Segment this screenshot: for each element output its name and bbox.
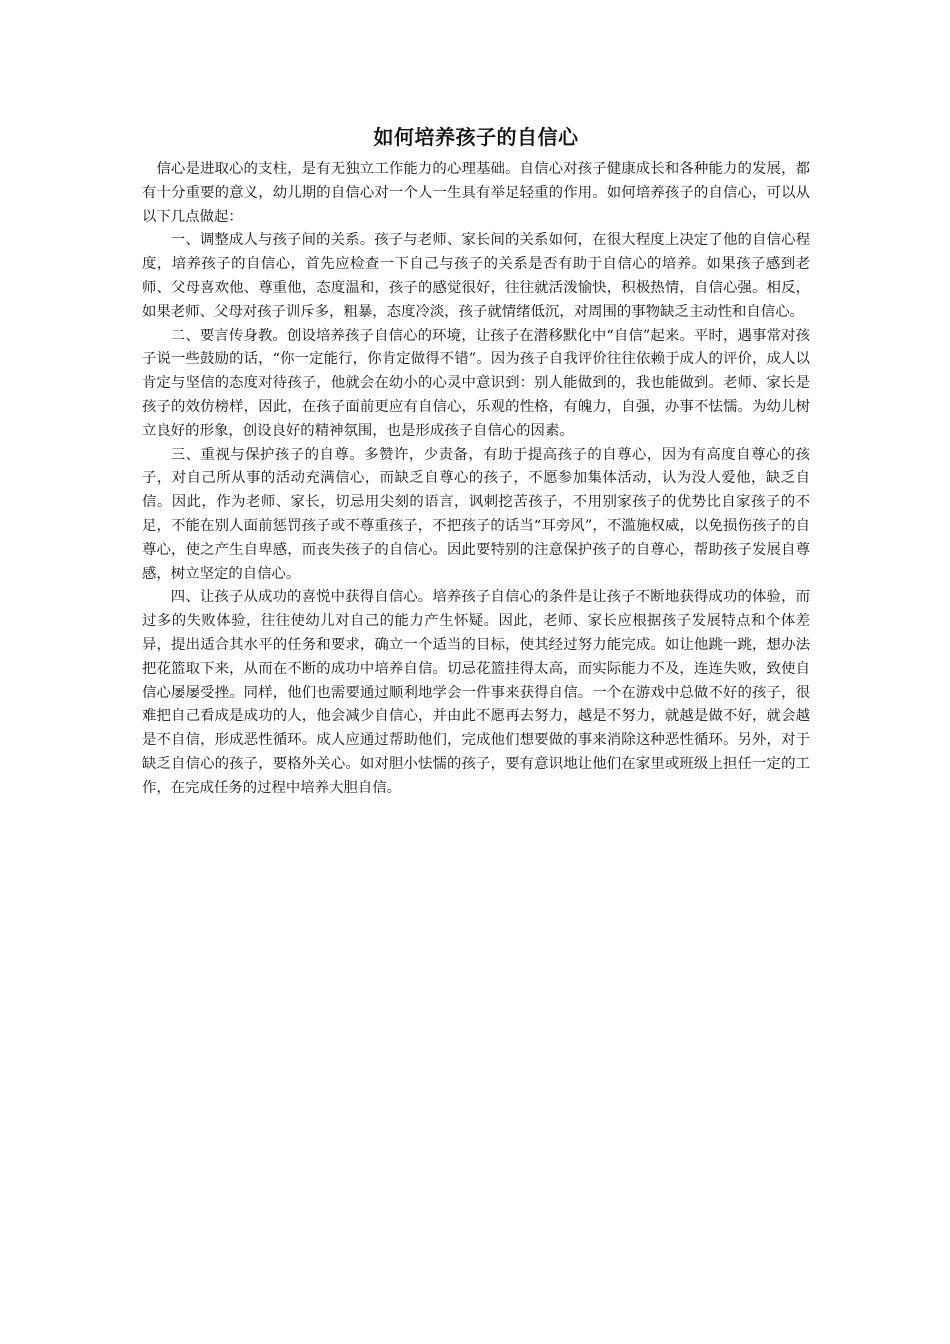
paragraph-3-protect-self-esteem: 三、重视与保护孩子的自尊。多赞许，少责备，有助于提高孩子的自尊心，因为有高度自尊心的孩子，对自己所从事的活动充满信心，而缺乏自尊心的孩子，不愿参加集体活动，认为没人爱他，缺乏自信。因此，作为老师、家长，切忌用尖刻的语言，讽刺挖苦孩子，不用别家孩子的优势比自家孩子的不足，不能在别人面前惩罚孩子或不尊重孩子，不把孩子的话当“耳旁风”，不滥施权威，以免损伤孩子的自尊心，使之产生自卑感，而丧失孩子的自信心。因此要特别的注意保护孩子的自尊心，帮助孩子发展自尊感，树立坚定的自信心。	[142, 446, 810, 582]
paragraph-4-success-experience: 四、让孩子从成功的喜悦中获得自信心。培养孩子自信心的条件是让孩子不断地获得成功的体验，而过多的失败体验，往往使幼儿对自己的能力产生怀疑。因此，老师、家长应根据孩子发展特点和个体差异，提出适合其水平的任务和要求，确立一个适当的目标，使其经过努力能完成。如让他跳一跳，想办法把花篮取下来，从而在不断的成功中培养自信。切忌花篮挂得太高，而实际能力不及，连连失败，致使自信心屡屡受挫。同样，他们也需要通过顺利地学会一件事来获得自信。一个在游戏中总做不好的孩子，很难把自己看成是成功的人，他会减少自信心，并由此不愿再去努力，越是不努力，就越是做不好，就会越是不自信，形成恶性循环。成人应通过帮助他们，完成他们想要做的事来消除这种恶性循环。另外，对于缺乏自信心的孩子，要格外关心。如对胆小怯懦的孩子，要有意识地让他们在家里或班级上担任一定的工作，在完成任务的过程中培养大胆自信。	[142, 589, 810, 796]
paragraph-2-lead-by-example: 二、要言传身教。创设培养孩子自信心的环境，让孩子在潜移默化中“自信”起来。平时，遇事常对孩子说一些鼓励的话，“你一定能行，你肯定做得不错”。因为孩子自我评价往往依赖于成人的评价，成人以肯定与坚信的态度对待孩子，他就会在幼小的心灵中意识到：别人能做到的，我也能做到。老师、家长是孩子的效仿榜样，因此，在孩子面前更应有自信心，乐观的性格，有魄力，自强，办事不怯懦。为幼儿树立良好的形象，创设良好的精神氛围，也是形成孩子自信心的因素。	[142, 327, 810, 439]
intro-paragraph: 信心是进取心的支柱，是有无独立工作能力的心理基础。自信心对孩子健康成长和各种能力的发展，都有十分重要的意义，幼儿期的自信心对一个人一生具有举足轻重的作用。如何培养孩子的自信心，可以从以下几点做起：	[142, 161, 810, 225]
document-body	[142, 122, 810, 801]
document-title: 如何培养孩子的自信心	[373, 125, 579, 149]
paragraph-1-adult-child-relationship: 一、调整成人与孩子间的关系。孩子与老师、家长间的关系如何，在很大程度上决定了他的自信心程度，培养孩子的自信心，首先应检查一下自己与孩子的关系是否有助于自信心的培养。如果孩子感到老师、父母喜欢他、尊重他，态度温和，孩子的感觉很好，往往就活泼愉快，积极热情，自信心强。相反，如果老师、父母对孩子训斥多，粗暴，态度冷淡，孩子就情绪低沉，对周围的事物缺乏主动性和自信心。	[142, 232, 810, 320]
